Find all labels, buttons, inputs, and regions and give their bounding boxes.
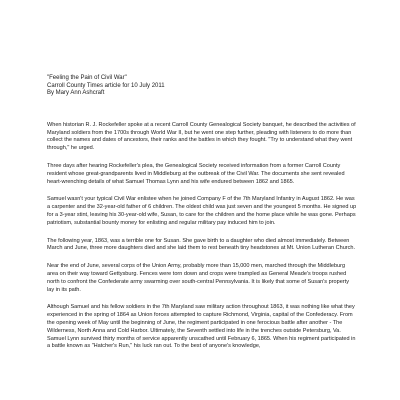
article-source: Carroll County Times article for 10 July 2011 [47, 82, 165, 89]
article-title: "Feeling the Pain of Civil War" [47, 75, 127, 81]
paragraph: Although Samuel and his fellow soldiers in the 7th Maryland saw military action throughout 1863, it was nothing like what they experienced in the spring of 1864 as Union forces attempted to capture Richmond, Virginia, capital of the Confederacy. From the opening week of May until the beginning of June, the regiment participated in one ferocious battle after another - The Wilderness, North Anna and Cold Harbor. Ultimately, the Seventh settled into life in the trenches outside Petersburg, Va. Samuel Lynn survived thirty months of service apparently unscathed until February 6, 1865. When his regiment participated in a battle known as "Hatcher's Run," his luck ran out. To the best of anyone's knowledge, [47, 304, 356, 350]
paragraph: When historian R. J. Rockefeller spoke at a recent Carroll County Genealogical Society banquet, he described the activities of Maryland soldiers from the 1700s through World War II, but he went one step further, pleading with listeners to do more than collect the names and dates of ancestors, their ranks and the battles in which they fought. "Try to understand what they went through," he urged. [47, 121, 356, 152]
paragraph: Three days after hearing Rockefeller's plea, the Genealogical Society received information from a former Carroll County resident whose great-grandparents lived in Middleburg at the outbreak of the Civil War. The documents she sent revealed heart-wrenching details of what Samuel Thomas Lynn and his wife endured between 1862 and 1865. [47, 162, 345, 185]
paragraph: Samuel wasn't your typical Civil War enlistee when he joined Company F of the 7th Maryland Infantry in August 1862. He was a carpenter and the 32-year-old father of 6 children. The oldest child was just seven and the youngest 5 months. He signed up for a 3-year stint, leaving his 30-year-old wife, Susan, to care for the children and the home place while he was gone. Perhaps patriotism, substantial bounty money for enlisting and regular military pay induced him to join. [47, 196, 357, 226]
paragraph: Near the end of June, several corps of the Union Army, probably more than 15,000 men, marched through the Middleburg area on their way toward Gettysburg. Fences were torn down and crops were trampled as General Meade's troops rushed north to confront the Confederate army swarming over south-central Pennsylvania. It is likely that some of Susan's property lay in its path. [47, 263, 349, 293]
article-byline: By Mary Ann Ashcraft [47, 90, 105, 97]
paragraph: The following year, 1863, was a terrible one for Susan. She gave birth to a daughter who died almost immediately. Between March and June, three more daughters died and she laid them to rest beneath tiny headstones at Mt. Union Lutheran Church. [47, 237, 356, 252]
document-body [47, 75, 357, 351]
